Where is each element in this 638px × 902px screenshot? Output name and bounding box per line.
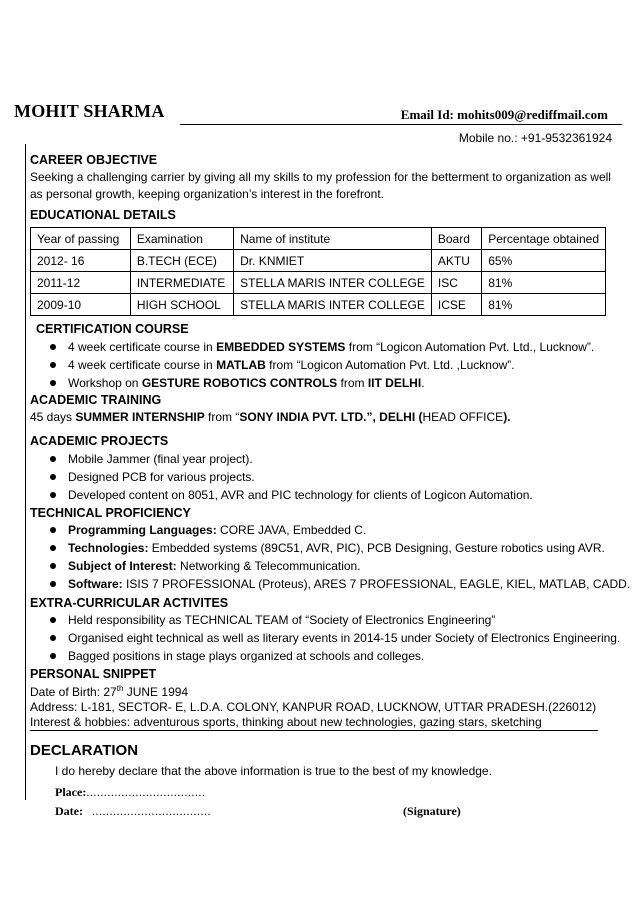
list-item xyxy=(0,575,630,593)
training-text xyxy=(30,410,511,424)
item-text: Held responsibility as TECHNICAL TEAM of “Society of Electronics Engineering” xyxy=(68,613,496,627)
list-item xyxy=(0,356,594,374)
cell-board: AKTU xyxy=(431,250,481,272)
item-bold: EMBEDDED SYSTEMS xyxy=(216,340,346,354)
item-text: Workshop on xyxy=(68,376,142,390)
projects-heading: ACADEMIC PROJECTS xyxy=(30,434,169,448)
list-item xyxy=(0,486,533,504)
item-text: Organised eight technical as well as literary events in 2014-15 under Society of Electronics Engineering. xyxy=(68,631,621,645)
col-header-percentage: Percentage obtained xyxy=(482,228,606,250)
col-header-exam: Examination xyxy=(130,228,233,250)
dob-label: Date of Birth: 27 xyxy=(30,685,117,699)
list-item xyxy=(0,647,620,665)
training-bold: ”, DELHI ( xyxy=(366,410,423,424)
address-line: Address: L-181, SECTOR- E, L.D.A. COLONY, KANPUR ROAD, LUCKNOW, UTTAR PRADESH.(226012) xyxy=(30,700,597,714)
projects-list xyxy=(0,450,533,504)
bullet-icon xyxy=(50,492,56,498)
cell-year: 2011-12 xyxy=(31,272,131,294)
interests-line: Interest & hobbies: adventurous sports, thinking about new technologies, gazing stars, sketching xyxy=(30,715,542,729)
place-label: Place: xyxy=(55,785,87,799)
table-row xyxy=(31,250,606,272)
mobile-line xyxy=(459,131,612,145)
cell-exam: HIGH SCHOOL xyxy=(130,294,233,316)
mobile-label: Mobile no.: xyxy=(458,131,518,145)
list-item xyxy=(0,374,594,392)
col-header-board: Board xyxy=(431,228,481,250)
item-label: Technologies: xyxy=(68,541,149,555)
declaration-heading: DECLARATION xyxy=(30,742,139,759)
bullet-icon xyxy=(50,545,56,551)
career-objective-text: Seeking a challenging carrier by giving all my skills to my profession for the betterment to organization as well as personal growth, keeping organization’s interest in the forefront. xyxy=(30,170,611,201)
item-label: Subject of Interest: xyxy=(68,559,177,573)
cell-exam: INTERMEDIATE xyxy=(130,272,233,294)
signature-label: (Signature) xyxy=(403,804,461,818)
email-line xyxy=(401,107,608,123)
list-item xyxy=(0,611,620,629)
declaration-text: I do hereby declare that the above information is true to the best of my knowledge. xyxy=(55,764,492,778)
cell-percentage: 81% xyxy=(482,294,606,316)
extracurricular-heading: EXTRA-CURRICULAR ACTIVITES xyxy=(30,596,229,610)
item-text: Networking & Telecommunication. xyxy=(176,559,361,573)
bullet-icon xyxy=(50,344,56,350)
bullet-icon xyxy=(50,456,56,462)
training-part: from “ xyxy=(204,410,240,424)
cell-institute: STELLA MARIS INTER COLLEGE xyxy=(234,272,432,294)
mobile-number: +91-9532361924 xyxy=(520,131,612,145)
item-bold: IIT DELHI xyxy=(367,376,422,390)
cell-institute: Dr. KNMIET xyxy=(234,250,432,272)
item-text: Embedded systems (89C51, AVR, PIC), PCB Designing, Gesture robotics using AVR. xyxy=(148,541,605,555)
item-text: . xyxy=(421,376,425,390)
item-text: Designed PCB for various projects. xyxy=(68,470,255,484)
col-header-institute: Name of institute xyxy=(234,228,432,250)
item-text: Mobile Jammer (final year project). xyxy=(68,452,253,466)
item-bold: MATLAB xyxy=(216,358,266,372)
bullet-icon xyxy=(50,653,56,659)
training-part: HEAD OFFICE xyxy=(422,410,504,424)
certification-heading: CERTIFICATION COURSE xyxy=(36,322,189,336)
item-text: 4 week certificate course in xyxy=(68,340,217,354)
list-item xyxy=(0,557,630,575)
cell-exam: B.TECH (ECE) xyxy=(130,250,233,272)
list-item xyxy=(0,521,630,539)
training-part: 45 days xyxy=(30,410,76,424)
bullet-icon xyxy=(50,563,56,569)
item-text: from xyxy=(337,376,368,390)
bullet-icon xyxy=(50,581,56,587)
list-item xyxy=(0,338,594,356)
dob-value: JUNE 1994 xyxy=(123,685,189,699)
bullet-icon xyxy=(50,527,56,533)
training-bold: SONY INDIA PVT. LTD. xyxy=(239,410,367,424)
bullet-icon xyxy=(50,635,56,641)
list-item xyxy=(0,468,533,486)
item-text: ISIS 7 PROFESSIONAL (Proteus), ARES 7 PROFESSIONAL, EAGLE, KIEL, MATLAB, CADD. xyxy=(122,577,631,591)
cell-board: ICSE xyxy=(431,294,481,316)
bullet-icon xyxy=(50,474,56,480)
extracurricular-list xyxy=(0,611,620,665)
career-objective-heading: CAREER OBJECTIVE xyxy=(30,153,158,167)
cell-year: 2009-10 xyxy=(31,294,131,316)
table-row xyxy=(31,272,606,294)
training-bold: SUMMER INTERNSHIP xyxy=(75,410,205,424)
dob-suffix: th xyxy=(116,684,124,693)
item-text: Developed content on 8051, AVR and PIC technology for clients of Logicon Automation. xyxy=(68,488,533,502)
item-text: 4 week certificate course in xyxy=(68,358,217,372)
place-line xyxy=(55,785,205,800)
cell-percentage: 81% xyxy=(482,272,606,294)
email-address: mohits009@rediffmail.com xyxy=(457,107,608,122)
table-header-row xyxy=(31,228,606,250)
table-row xyxy=(31,294,606,316)
header-divider xyxy=(180,124,622,125)
candidate-name: MOHIT SHARMA xyxy=(14,101,165,121)
item-label: Programming Languages: xyxy=(68,523,217,537)
personal-heading: PERSONAL SNIPPET xyxy=(30,667,157,681)
place-blank: .................................. xyxy=(86,785,206,799)
email-label: Email Id: xyxy=(400,107,454,122)
training-heading: ACADEMIC TRAINING xyxy=(30,393,162,407)
bullet-icon xyxy=(50,380,56,386)
item-bold: GESTURE ROBOTICS CONTROLS xyxy=(141,376,338,390)
training-bold: ). xyxy=(503,410,511,424)
list-item xyxy=(0,629,620,647)
item-label: Software: xyxy=(68,577,123,591)
certification-list xyxy=(0,338,594,392)
date-label: Date: xyxy=(55,804,83,818)
item-text: Bagged positions in stage plays organized at schools and colleges. xyxy=(68,649,425,663)
education-heading: EDUCATIONAL DETAILS xyxy=(30,208,176,222)
item-text: from “Logicon Automation Pvt. Ltd., Lucknow”. xyxy=(345,340,595,354)
date-line xyxy=(55,804,211,819)
item-text: from “Logicon Automation Pvt. Ltd. ,Lucknow”. xyxy=(265,358,515,372)
cell-year: 2012- 16 xyxy=(31,250,131,272)
cell-board: ISC xyxy=(431,272,481,294)
bullet-icon xyxy=(50,362,56,368)
education-table xyxy=(30,227,606,316)
technical-list xyxy=(0,521,630,593)
col-header-year: Year of passing xyxy=(31,228,131,250)
interests-underline xyxy=(30,730,598,731)
cell-institute: STELLA MARIS INTER COLLEGE xyxy=(234,294,432,316)
technical-heading: TECHNICAL PROFICIENCY xyxy=(30,506,191,520)
bullet-icon xyxy=(50,617,56,623)
list-item xyxy=(0,450,533,468)
cell-percentage: 65% xyxy=(482,250,606,272)
date-blank: .................................. xyxy=(91,804,211,818)
dob-line xyxy=(30,684,188,699)
list-item xyxy=(0,539,630,557)
item-text: CORE JAVA, Embedded C. xyxy=(216,523,367,537)
